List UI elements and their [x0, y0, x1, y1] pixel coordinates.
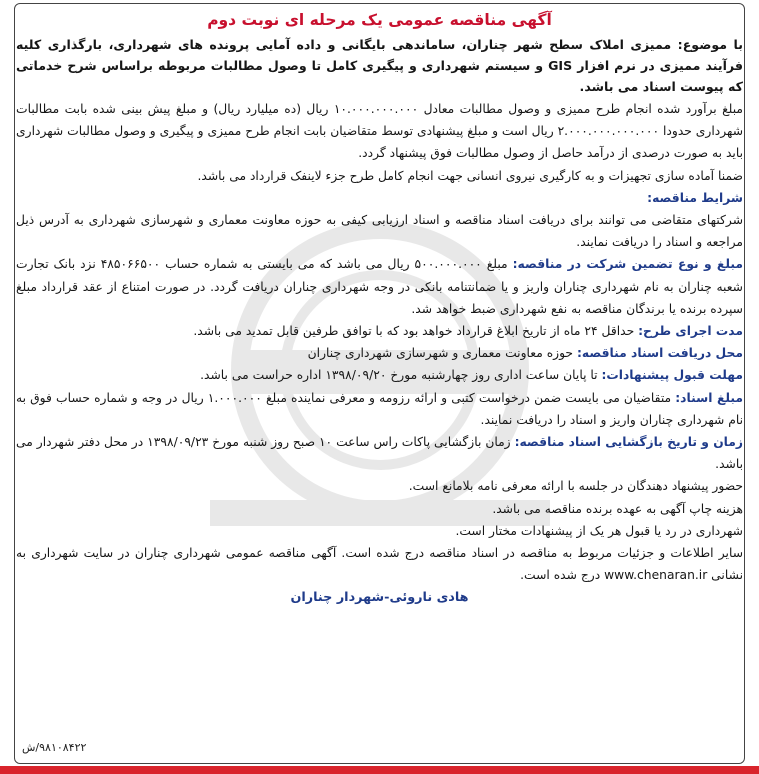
documents-location-paragraph: [16, 342, 743, 364]
conditions-heading: [16, 187, 743, 209]
subject-label: با موضوع:: [677, 37, 743, 52]
opening-paragraph: [16, 431, 743, 475]
section-text: تا پایان ساعت اداری روز چهارشنبه مورخ ۱۳۹۸/۰۹/۲۰ اداره حراست می باشد.: [200, 368, 602, 383]
section-label: مهلت قبول پیشنهادات:: [601, 368, 743, 383]
section-label: مبلغ اسناد:: [675, 390, 743, 405]
section-text: زمان بازگشایی پاکات راس ساعت ۱۰ صبح روز شنبه مورخ ۱۳۹۸/۰۹/۲۳ در محل دفتر شهردار می باشد.: [16, 435, 743, 472]
section-text: حوزه معاونت معماری و شهرسازی شهرداری چناران: [307, 346, 577, 361]
section-label: زمان و تاریخ بازگشایی اسناد مناقصه:: [514, 435, 743, 450]
note-item: حضور پیشنهاد دهندگان در جلسه با ارائه معرفی نامه بلامانع است.: [408, 479, 743, 494]
signature: هادی ناروئی-شهردار چناران: [290, 590, 469, 606]
conditions-paragraph: [16, 209, 743, 253]
bottom-rule: [0, 766, 759, 774]
deadline-paragraph: [16, 364, 743, 386]
note-item: هزینه چاپ آگهی به عهده برنده مناقصه می باشد.: [492, 501, 743, 516]
reference-code: ۹۸۱۰۸۴۲۲/ش: [22, 741, 87, 754]
section-label: مدت اجرای طرح:: [638, 324, 743, 339]
closing-paragraph: [16, 542, 743, 586]
equipment-paragraph: ضمنا آماده سازی تجهیزات و به کارگیری نیروی انسانی جهت انجام کامل طرح جزء لاینفک قرارداد می باشد.: [197, 168, 743, 183]
guarantee-paragraph: [16, 253, 743, 320]
section-text: شرکتهای متقاضی می توانند برای دریافت اسناد مناقصه و اسناد ارزیابی کیفی به حوزه معاونت معماری و شهرسازی شهرداری به آدرس ذیل مراجعه و اسناد را دریافت نمایند.: [16, 213, 743, 250]
subject-paragraph: [16, 34, 743, 97]
section-text: متقاضیان می بایست ضمن درخواست کتبی و ارائه رزومه و معرفی نماینده مبلغ ۱.۰۰۰.۰۰۰ ریال در وجه و شماره حساب فوق به نام شهرداری چناران واریز و اسناد را دریافت نمایند.: [16, 390, 743, 427]
duration-paragraph: [16, 320, 743, 342]
section-label: محل دریافت اسناد مناقصه:: [576, 346, 743, 361]
note-item: شهرداری در رد یا قبول هر یک از پیشنهادات مختار است.: [455, 523, 743, 538]
notice-title: آگهی مناقصه عمومی یک مرحله ای نوبت دوم: [207, 11, 552, 29]
website-link[interactable]: www.chenaran.ir: [604, 568, 708, 583]
closing-text: درج شده است.: [520, 568, 605, 583]
section-label: مبلغ و نوع تضمین شرکت در مناقصه:: [512, 257, 743, 272]
documents-fee-paragraph: [16, 387, 743, 431]
section-text: مبلغ ۵۰۰.۰۰۰.۰۰۰ ریال می باشد که می بایستی به شماره حساب ۴۸۵۰۶۶۵۰۰ نزد بانک تجارت شعبه چناران به نام شهرداری چناران واریز و یا ضمانتنامه بانکی در وجه شهرداری چناران دریافت گردد. در صورت امتناع از عقد قرارداد مبلغ سپرده برنده یا برندگان مناقصه به نفع شهرداری ضبط خواهد شد.: [16, 257, 743, 316]
notice-body: [16, 34, 743, 586]
section-text: حداقل ۲۴ ماه از تاریخ ابلاغ قرارداد خواهد بود که با توافق طرفین قابل تمدید می باشد.: [193, 324, 639, 339]
section-label: شرایط مناقصه:: [647, 190, 743, 205]
closing-text: سایر اطلاعات و جزئیات مربوط به مناقصه در اسناد مناقصه درج شده است. آگهی مناقصه عمومی شهرداری چناران در سایت شهرداری به نشانی: [16, 546, 743, 583]
subject-text: ممیزی املاک سطح شهر چناران، ساماندهی بایگانی و داده آمایی پرونده های شهرداری، بارگذاری کلیه فرآیند ممیزی در نرم افزار GIS و سیستم شهرداری و پیگیری کامل تا وصول مطالبات مربوطه براساس شرح خدماتی که پیوست اسناد می باشد.: [16, 37, 743, 94]
estimate-paragraph: مبلغ برآورد شده انجام طرح ممیزی و وصول مطالبات معادل ۱۰.۰۰۰.۰۰۰.۰۰۰ ریال (ده میلیارد ریال) و مبلغ پیش بینی شده بابت مطالبات شهرداری حدودا ۲.۰۰۰.۰۰۰.۰۰۰.۰۰۰ ریال است و مبلغ پیشنهادی توسط متقاضیان بابت انجام طرح ممیزی و پیگیری و وصول مطالبات شهرداری باید به صورت درصدی از درآمد حاصل از وصول مطالبات فوق پیشنهاد گردد.: [16, 102, 743, 161]
